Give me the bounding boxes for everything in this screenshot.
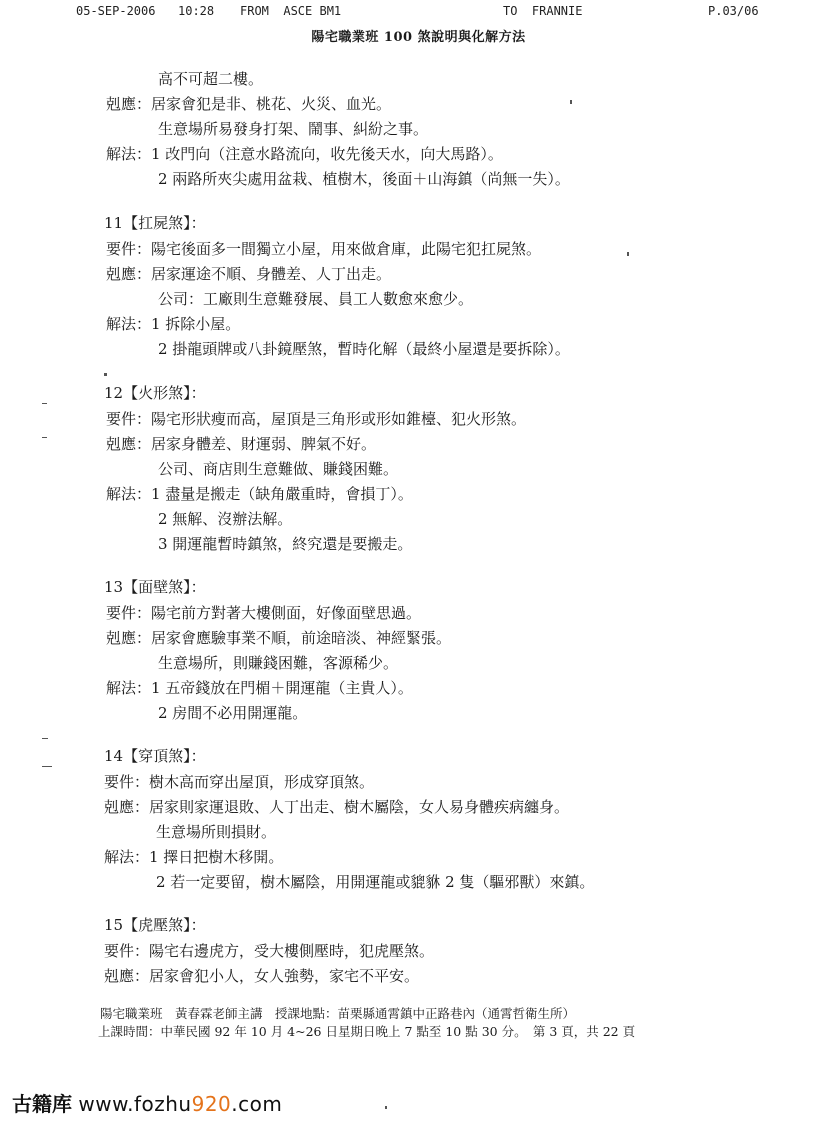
site-watermark (12, 1088, 282, 1117)
section-heading: 13【面壁煞】： (104, 578, 206, 596)
text-line: 剋應：居家則家運退敗、人丁出走、樹木屬陰，女人易身體疾病纏身。 (104, 798, 570, 816)
scan-speck (627, 252, 629, 256)
section-heading: 11【扛屍煞】： (104, 214, 206, 232)
scan-speck (42, 403, 47, 404)
text-line: 解法：1 拆除小屋。 (106, 315, 241, 333)
text-line: 公司：工廠則生意難發展、員工人數愈來愈少。 (158, 290, 474, 308)
fax-header (0, 2, 837, 22)
fax-from: FROM ASCE BM1 (240, 4, 342, 18)
text-line: 解法：1 五帝錢放在門楣＋開運龍（主貴人）。 (106, 679, 413, 697)
fax-time: 10:28 (178, 4, 215, 18)
text-line: 剋應：居家會犯小人，女人強勢，家宅不平安。 (104, 967, 420, 985)
scan-speck (385, 1106, 387, 1109)
text-line: 要件：陽宅右邊虎方，受大樓側壓時，犯虎壓煞。 (104, 942, 435, 960)
scan-speck (42, 437, 47, 438)
text-line: 生意場所易發身打架、鬧事、糾紛之事。 (158, 120, 429, 138)
text-line: 3 開運龍暫時鎮煞，終究還是要搬走。 (158, 535, 413, 553)
footer-course-info: 陽宅職業班 黃春霖老師主講 授課地點：苗栗縣通霄鎮中正路巷內（通霄哲衛生所） (100, 1006, 576, 1021)
text-line: 2 無解、沒辦法解。 (158, 510, 293, 528)
text-line: 生意場所，則賺錢困難，客源稀少。 (158, 654, 399, 672)
text-line: 公司、商店則生意難做、賺錢困難。 (158, 460, 399, 478)
section-heading: 12【火形煞】： (104, 384, 206, 402)
text-line: 解法：1 盡量是搬走（缺角嚴重時，會損丁）。 (106, 485, 413, 503)
text-line: 解法：1 擇日把樹木移開。 (104, 848, 284, 866)
watermark-name: 古籍库 (12, 1092, 72, 1116)
document-title: 陽宅職業班 100 煞說明與化解方法 (311, 30, 526, 45)
text-line: 要件：陽宅前方對著大樓側面，好像面壁思過。 (106, 604, 422, 622)
text-line: 剋應：居家身體差、財運弱、脾氣不好。 (106, 435, 377, 453)
fax-to: TO FRANNIE (503, 4, 583, 18)
scan-speck (42, 766, 52, 767)
text-line: 剋應：居家會犯是非、桃花、火災、血光。 (106, 95, 392, 113)
text-line: 要件：陽宅後面多一間獨立小屋，用來做倉庫，此陽宅犯扛屍煞。 (106, 240, 542, 258)
footer-schedule: 上課時間：中華民國 92 年 10 月 4~26 日星期日晚上 7 點至 10 點 30 分。 第 3 頁，共 22 頁 (98, 1024, 636, 1039)
scan-speck (42, 738, 48, 739)
section-heading: 15【虎壓煞】： (104, 916, 206, 934)
text-line: 要件：陽宅形狀瘦而高，屋頂是三角形或形如錐檯、犯火形煞。 (106, 410, 527, 428)
text-line: 2 房間不必用開運龍。 (158, 704, 308, 722)
text-line: 要件：樹木高而穿出屋頂，形成穿頂煞。 (104, 773, 375, 791)
text-line: 高不可超二樓。 (158, 70, 264, 88)
fax-date: 05-SEP-2006 (76, 4, 156, 18)
text-line: 剋應：居家運途不順、身體差、人丁出走。 (106, 265, 392, 283)
watermark-url: www.fozhu920.com (78, 1092, 283, 1116)
section-heading: 14【穿頂煞】： (104, 747, 206, 765)
scan-speck (104, 373, 107, 376)
scan-speck (570, 100, 572, 104)
text-line: 2 掛龍頭牌或八卦鏡壓煞，暫時化解（最終小屋還是要拆除）。 (158, 340, 570, 358)
text-line: 2 若一定要留，樹木屬陰，用開運龍或貔貅 2 隻（驅邪獸）來鎮。 (156, 873, 595, 891)
fax-page: P.03/06 (708, 4, 759, 18)
text-line: 2 兩路所夾尖處用盆栽、植樹木，後面＋山海鎮（尚無一失）。 (158, 170, 570, 188)
text-line: 生意場所則損財。 (156, 823, 277, 841)
text-line: 解法：1 改門向（注意水路流向，收先後天水，向大馬路）。 (106, 145, 503, 163)
text-line: 剋應：居家會應驗事業不順，前途暗淡、神經緊張。 (106, 629, 452, 647)
